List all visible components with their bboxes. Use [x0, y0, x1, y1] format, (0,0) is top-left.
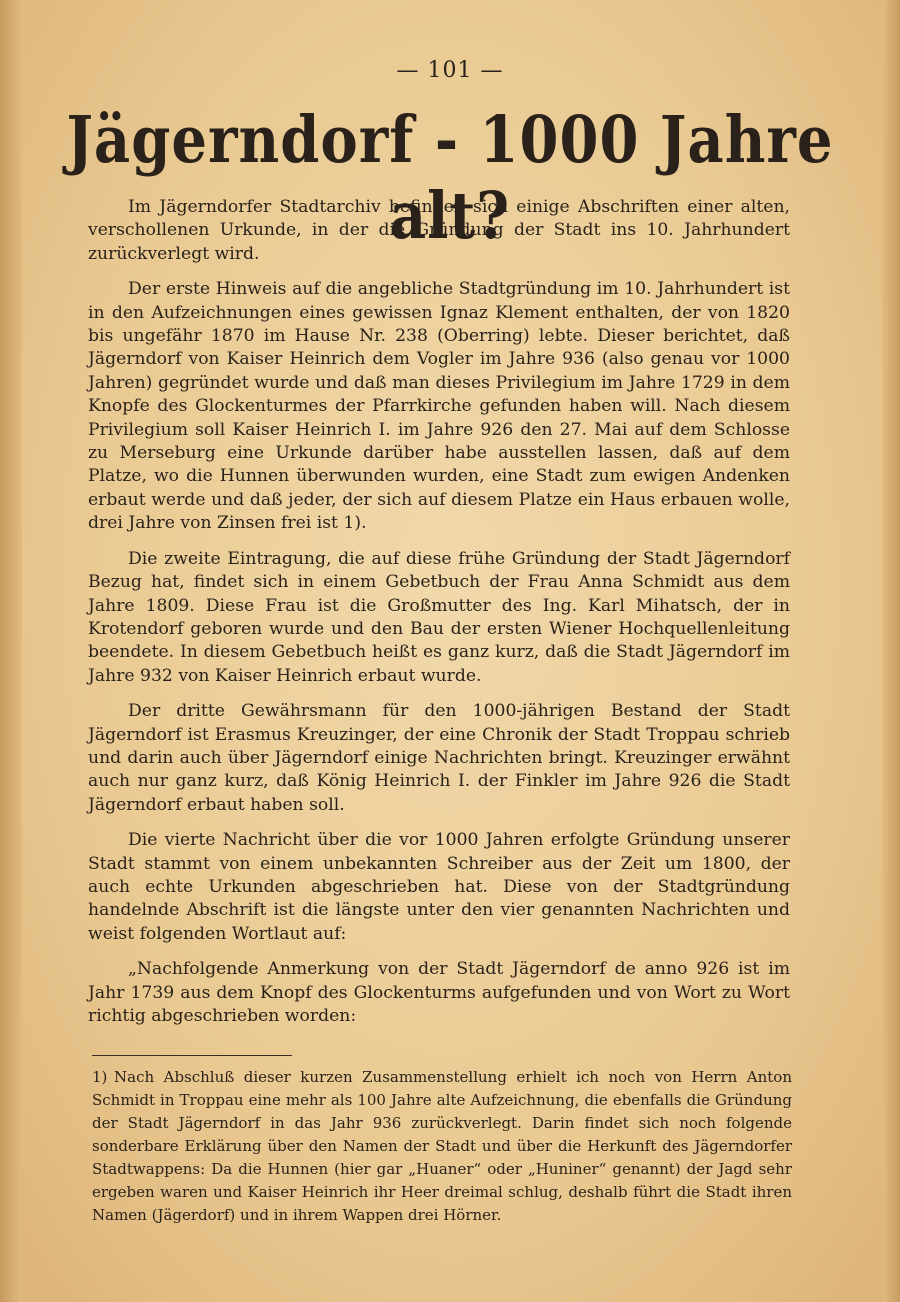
paragraph-6: „Nachfolgende Anmerkung von der Stadt Jägerndorf de anno 926 ist im Jahr 1739 aus dem Knopf des Glockenturms aufgefunden und von Wort zu Wort richtig abgeschrieben worden: — [88, 959, 790, 1026]
article-body — [88, 196, 790, 1040]
paragraph-2: Der erste Hinweis auf die angebliche Stadtgründung im 10. Jahrhundert ist in den Aufzeichnungen eines gewissen Ignaz Klement enthalten, der von 1820 bis ungefähr 1870 im Hause Nr. 238 (Oberring) lebte. Dieser berichtet, daß Jägerndorf von Kaiser Heinrich dem Vogler im Jahre 936 (also genau vor 1000 Jahren) gegründet wurde und daß man dieses Privilegium im Jahre 1729 in dem Knopfe des Glockenturmes der Pfarrkirche gefunden haben will. Nach diesem Privilegium soll Kaiser Heinrich I. im Jahre 926 den 27. Mai auf dem Schlosse zu Merseburg eine Urkunde darüber habe ausstellen lassen, daß auf dem Platze, wo die Hunnen überwunden wurden, eine Stadt zum ewigen Andenken erbaut werde und daß jeder, der sich auf diesem Platze ein Haus erbauen wolle, drei Jahre von Zinsen frei ist 1). — [88, 279, 790, 534]
paragraph-1: Im Jägerndorfer Stadtarchiv befinden sich einige Abschriften einer alten, verschollenen Urkunde, in der die Gründung der Stadt ins 10. Jahrhundert zurückverlegt wird. — [88, 197, 790, 264]
footnote-divider — [92, 1055, 292, 1056]
paragraph-3: Die zweite Eintragung, die auf diese frühe Gründung der Stadt Jägerndorf Bezug hat, findet sich in einem Gebetbuch der Frau Anna Schmidt aus dem Jahre 1809. Diese Frau ist die Großmutter des Ing. Karl Mihatsch, der in Krotendorf geboren wurde und den Bau der ersten Wiener Hochquellenleitung beendete. In diesem Gebetbuch heißt es ganz kurz, daß die Stadt Jägerndorf im Jahre 932 von Kaiser Heinrich erbaut wurde. — [88, 548, 790, 686]
page-outer-edge — [882, 0, 900, 1302]
page-binding-edge — [0, 0, 22, 1302]
footnote-text: Nach Abschluß dieser kurzen Zusammenstellung erhielt ich noch von Herrn Anton Schmidt in Troppau eine mehr als 100 Jahre alte Aufzeichnung, die ebenfalls die Gründung der Stadt Jägerndorf in das Jahr 936 zurückverlegt. Darin findet sich noch folgende sonderbare Erklärung über den Namen der Stadt und über die Herkunft des Jägerndorfer Stadtwappens: Da die Hunnen (hier gar „Huaner“ oder „Huniner“ genannt) der Jagd sehr ergeben waren und Kaiser Heinrich ihr Heer dreimal schlug, deshalb führt die Stadt ihren Namen (Jägerdorf) und in ihrem Wappen drei Hörner. — [92, 1068, 792, 1224]
article-title: Jägerndorf - 1000 Jahre alt? — [66, 102, 834, 254]
paragraph-4: Der dritte Gewährsmann für den 1000-jährigen Bestand der Stadt Jägerndorf ist Erasmus Kreuzinger, der eine Chronik der Stadt Troppau schrieb und darin auch über Jägerndorf einige Nachrichten bringt. Kreuzinger erwähnt auch nur ganz kurz, daß König Heinrich I. der Finkler im Jahre 926 die Stadt Jägerndorf erbaut haben soll. — [88, 701, 790, 815]
footnote — [92, 1066, 792, 1227]
page-number: — 101 — — [396, 58, 504, 83]
footnote-mark: 1) — [92, 1068, 108, 1086]
paragraph-5: Die vierte Nachricht über die vor 1000 Jahren erfolgte Gründung unserer Stadt stammt von einem unbekannten Schreiber aus der Zeit um 1800, der auch echte Urkunden abgeschrieben hat. Diese von der Stadtgründung handelnde Abschrift ist die längste unter den vier genannten Nachrichten und weist folgenden Wortlaut auf: — [88, 830, 790, 944]
